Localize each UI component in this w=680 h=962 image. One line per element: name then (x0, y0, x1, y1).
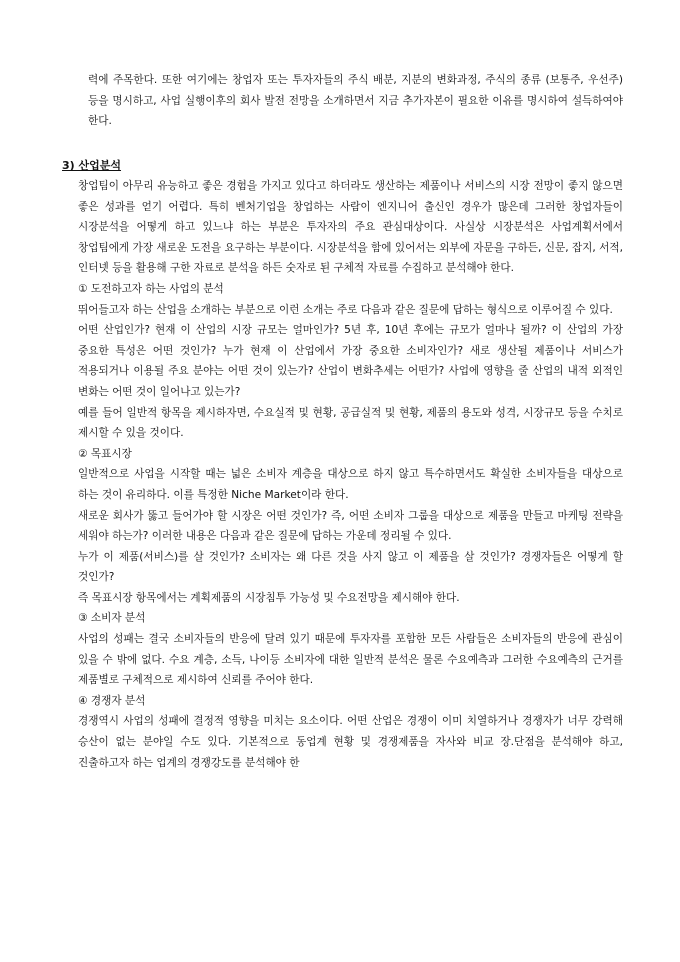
subheading-consumer-analysis: ③ 소비자 분석 (78, 612, 146, 625)
section-body (78, 176, 623, 773)
subheading-business-analysis: ① 도전하고자 하는 사업의 분석 (78, 282, 224, 295)
paragraph: 누가 이 제품(서비스)를 살 것인가? 소비자는 왜 다른 것을 사지 않고 이 제품을 살 것인가? 경쟁자들은 어떻게 할 것인가? (78, 550, 623, 584)
paragraph: 즉 목표시장 항목에서는 계획제품의 시장침투 가능성 및 수요전망을 제시해야 한다. (78, 591, 460, 604)
paragraph: 사업의 성패는 결국 소비자들의 반응에 달려 있기 때문에 투자자를 포함한 모든 사람들은 소비자들의 반응에 관심이 있을 수 밖에 없다. 수요 계층, 소득, 나이등 소비자에 대한 일반적 분석은 물론 수요예측과 그러한 수요예측의 근거를 제품별로 구체적으로 제시하여 신뢰를 주어야 한다. (78, 633, 623, 687)
paragraph: 뛰어들고자 하는 산업을 소개하는 부분으로 이런 소개는 주로 다음과 같은 질문에 답하는 형식으로 이루어질 수 있다. (78, 303, 613, 316)
section-heading: 3) 산업분석 (62, 159, 122, 172)
paragraph: 일반적으로 사업을 시작할 때는 넓은 소비자 계층을 대상으로 하지 않고 특수하면서도 확실한 소비자들을 대상으로 하는 것이 유리하다. 이를 특정한 Niche Market이라 한다. (78, 468, 623, 501)
paragraph: 예를 들어 일반적 항목을 제시하자면, 수요실적 및 현황, 공급실적 및 현황, 제품의 용도와 성격, 시장규모 등을 수치로 제시할 수 있을 것이다. (78, 406, 623, 440)
subheading-target-market: ② 목표시장 (78, 447, 132, 460)
subheading-competitor-analysis: ④ 경쟁자 분석 (78, 694, 146, 707)
paragraph: 어떤 산업인가? 현재 이 산업의 시장 규모는 얼마인가? 5년 후, 10년 후에는 규모가 얼마나 될까? 이 산업의 가장 중요한 특성은 어떤 것인가? 누가 현재 이 산업에서 가장 중요한 소비자인가? 새로 생산될 제품이나 서비스가 적용되거나 이용될 주요 분야는 어떤 것이 있는가? 산업이 변화추세는 어떤가? 사업에 영향을 줄 산업의 내적 외적인 변화는 어떤 것이 일어나고 있는가? (78, 324, 623, 398)
paragraph-intro: 창업팀이 아무리 유능하고 좋은 경험을 가지고 있다고 하더라도 생산하는 제품이나 서비스의 시장 전망이 좋지 않으면 좋은 성과를 얻기 어렵다. 특히 벤처기업을 창업하는 사람이 엔지니어 출신인 경우가 많은데 그러한 창업자들이 시장분석을 어떻게 하고 있느냐 하는 부분은 투자자의 주요 관심대상이다. 사실상 시장분석은 사업계획서에서 창업팀에게 가장 새로운 도전을 요구하는 부분이다. 시장분석을 함에 있어서는 외부에 자문을 구하든, 신문, 잡지, 서적, 인터넷 등을 활용해 구한 자료로 분석을 하든 숫자로 된 구체적 자료를 수집하고 분석해야 한다. (78, 180, 623, 275)
paragraph: 새로운 회사가 뚫고 들어가야 할 시장은 어떤 것인가? 즉, 어떤 소비자 그룹을 대상으로 제품을 만들고 마케팅 전략을 세워야 하는가? 이러한 내용은 다음과 같은 질문에 답하는 가운데 정리될 수 있다. (78, 509, 623, 543)
paragraph: 경쟁역시 사업의 성패에 결정적 영향을 미치는 요소이다. 어떤 산업은 경쟁이 이미 치열하거나 경쟁자가 너무 강력해 승산이 없는 분야일 수도 있다. 기본적으로 동업계 현황 및 경쟁제품을 자사와 비교 장.단점을 분석해야 하고, 진출하고자 하는 업계의 경쟁강도를 분석해야 한 (78, 715, 623, 769)
lead-paragraph: 력에 주목한다. 또한 여기에는 창업자 또는 투자자들의 주식 배분, 지분의 변화과정, 주식의 종류 (보통주, 우선주) 등을 명시하고, 사업 실행이후의 회사 발전 전망을 소개하면서 지금 추가자본이 필요한 이유를 명시하여 설득하여야 한다. (88, 74, 623, 128)
